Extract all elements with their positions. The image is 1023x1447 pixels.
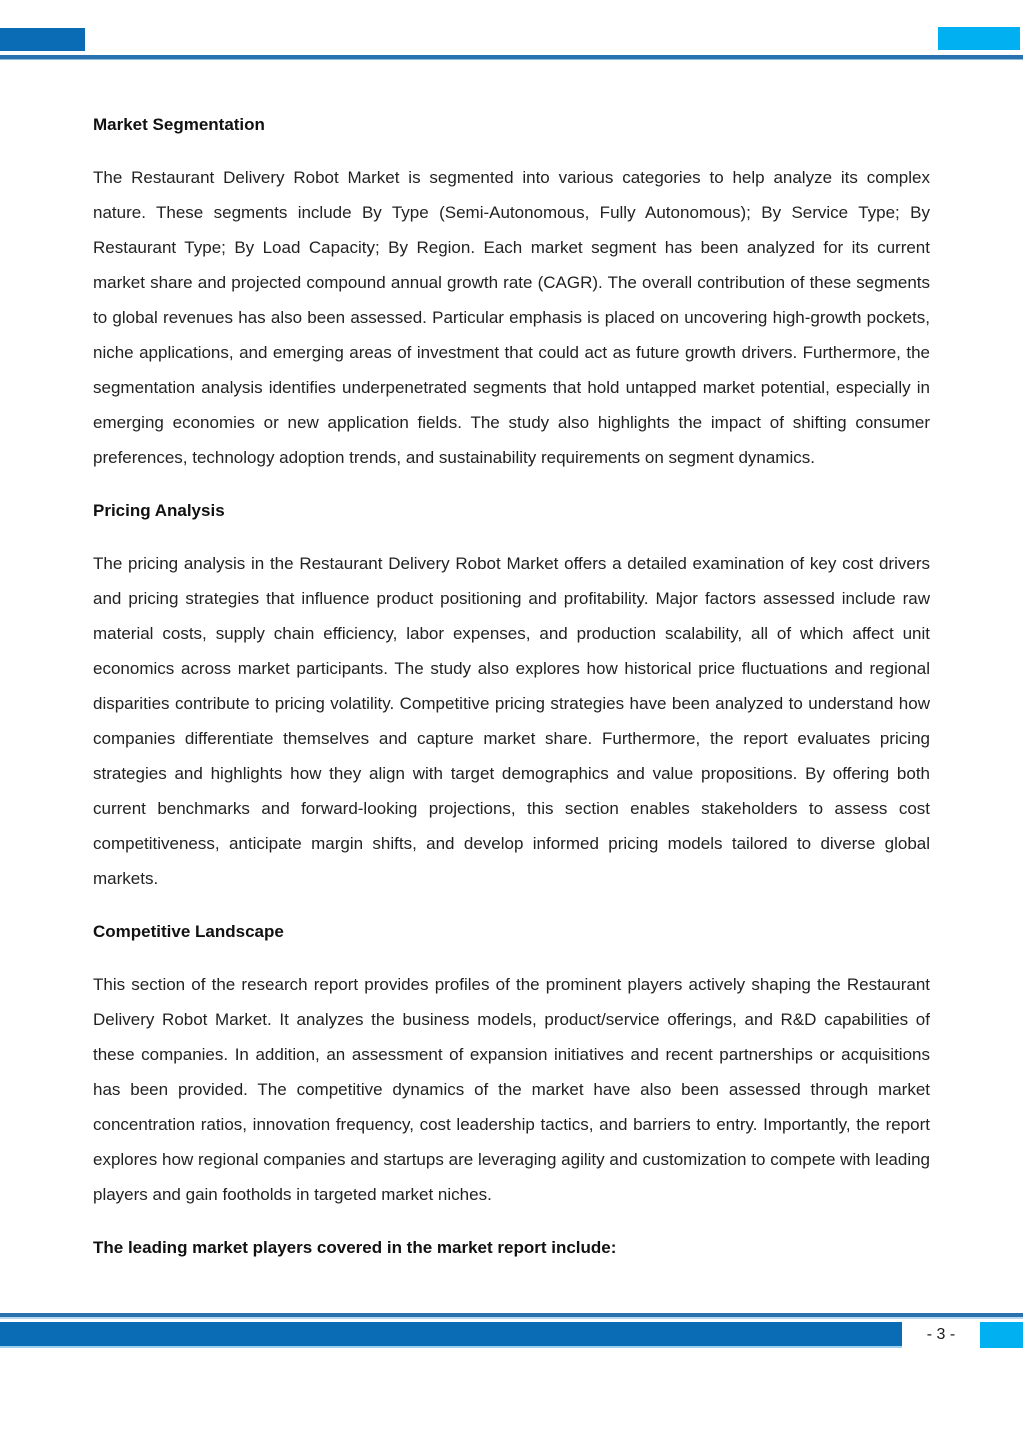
market-segmentation-paragraph: The Restaurant Delivery Robot Market is segmented into various categories to help analyze its complex nature. These segments include By Type (Semi-Autonomous, Fully Autonomous); By Service Type; By Restaurant Type; By Load Capacity; By Region. Each market segment has been analyzed for its current market share and projected compound annual growth rate (CAGR). The overall contribution of these segments to global revenues has also been assessed. Particular emphasis is placed on uncovering high-growth pockets, niche applications, and emerging areas of investment that could act as future growth drivers. Furthermore, the segmentation analysis identifies underpenetrated segments that hold untapped market potential, especially in emerging economies or new application fields. The study also highlights the impact of shifting consumer preferences, technology adoption trends, and sustainability requirements on segment dynamics. xyxy=(93,168,930,467)
leading-players-heading: The leading market players covered in the market report include: xyxy=(93,1238,617,1257)
footer-rule xyxy=(0,1313,1023,1319)
section-heading-competitive-landscape: Competitive Landscape xyxy=(93,922,284,941)
pricing-analysis-paragraph: The pricing analysis in the Restaurant Delivery Robot Market offers a detailed examination of key cost drivers and pricing strategies that influence product positioning and profitability. Major factors assessed include raw material costs, supply chain efficiency, labor expenses, and production scalability, all of which affect unit economics across market participants. The study also explores how historical price fluctuations and regional disparities contribute to pricing volatility. Competitive pricing strategies have been analyzed to understand how companies differentiate themselves and capture market share. Furthermore, the report evaluates pricing strategies and highlights how they align with target demographics and value propositions. By offering both current benchmarks and forward-looking projections, this section enables stakeholders to assess cost competitiveness, anticipate margin shifts, and develop informed pricing models tailored to diverse global markets. xyxy=(93,554,930,888)
section-heading-market-segmentation: Market Segmentation xyxy=(93,115,265,134)
header-left-accent-bar xyxy=(0,28,85,51)
header-right-accent-bar xyxy=(938,27,1020,50)
footer-left-accent-bar xyxy=(0,1322,902,1348)
footer-right-accent-bar xyxy=(980,1322,1023,1348)
section-heading-pricing-analysis: Pricing Analysis xyxy=(93,501,225,520)
document-body xyxy=(93,107,930,1265)
competitive-landscape-paragraph: This section of the research report provides profiles of the prominent players actively shaping the Restaurant Delivery Robot Market. It analyzes the business models, product/service offerings, and R&D capabilities of these companies. In addition, an assessment of expansion initiatives and recent partnerships or acquisitions has been provided. The competitive dynamics of the market have also been assessed through market concentration ratios, innovation frequency, cost leadership tactics, and barriers to entry. Importantly, the report explores how regional companies and startups are leveraging agility and customization to compete with leading players and gain footholds in targeted market niches. xyxy=(93,975,930,1204)
header-rule xyxy=(0,55,1023,60)
page-number: - 3 - xyxy=(902,1322,980,1348)
